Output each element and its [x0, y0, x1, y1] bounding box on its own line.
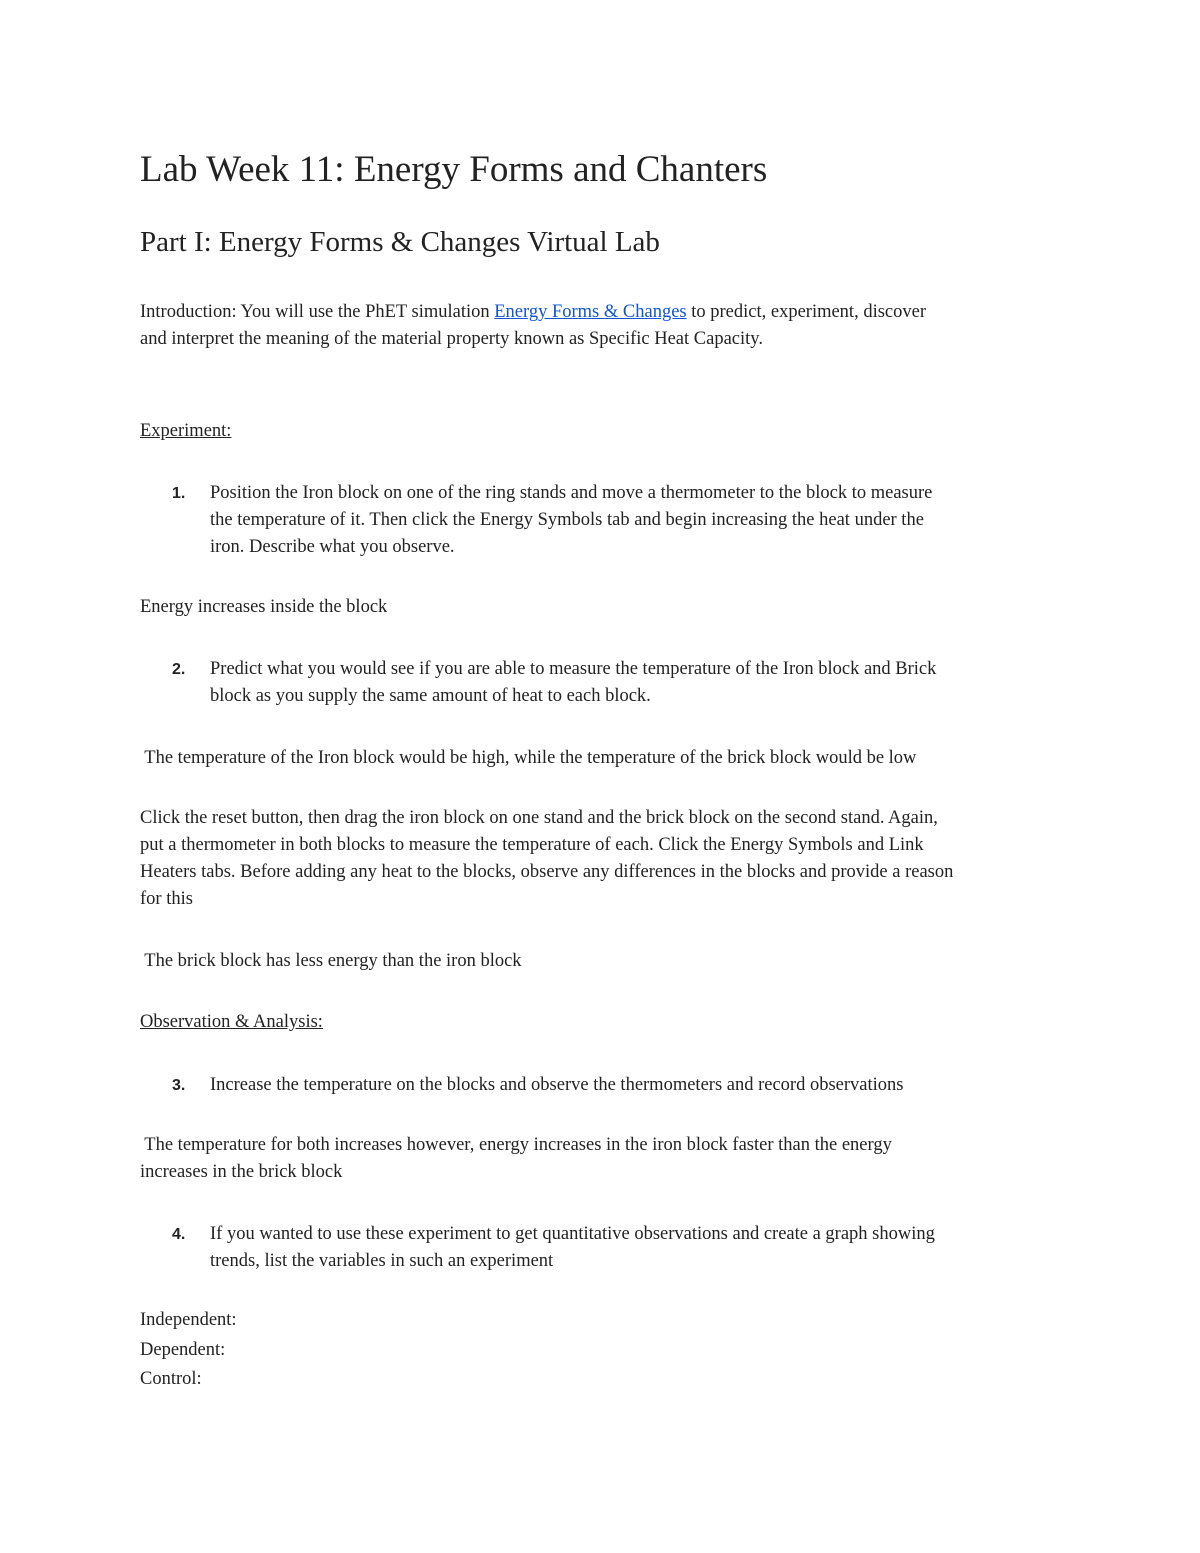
variable-dependent: Dependent:: [140, 1340, 226, 1360]
instructions-line-3: Heaters tabs. Before adding any heat to the blocks, observe any differences in the blocks and provide a reason: [140, 862, 954, 882]
section-subtitle: Part I: Energy Forms & Changes Virtual Lab: [140, 226, 660, 258]
intro-line-2: and interpret the meaning of the material property known as Specific Heat Capacity.: [140, 329, 763, 349]
answer-1: Energy increases inside the block: [140, 597, 388, 617]
question-4-number: 4.: [172, 1226, 186, 1243]
question-2-number: 2.: [172, 661, 186, 678]
phet-simulation-link[interactable]: Energy Forms & Changes: [494, 302, 687, 322]
question-3-line-1: Increase the temperature on the blocks and observe the thermometers and record observations: [210, 1075, 904, 1095]
question-2-line-2: block as you supply the same amount of heat to each block.: [210, 686, 651, 706]
answer-instructions: The brick block has less energy than the iron block: [140, 951, 522, 971]
intro-line-1: [140, 299, 926, 326]
question-1-line-1: Position the Iron block on one of the ring stands and move a thermometer to the block to measure: [210, 483, 933, 503]
intro-prefix: Introduction: You will use the PhET simulation: [140, 302, 495, 322]
question-1-line-2: the temperature of it. Then click the Energy Symbols tab and begin increasing the heat under the: [210, 510, 924, 530]
intro-suffix: to predict, experiment, discover: [686, 302, 926, 322]
answer-2: The temperature of the Iron block would be high, while the temperature of the brick block would be low: [140, 748, 917, 768]
experiment-heading: Experiment:: [140, 421, 232, 441]
question-1-line-3: iron. Describe what you observe.: [210, 537, 455, 557]
document-title: Lab Week 11: Energy Forms and Chanters: [140, 149, 768, 190]
question-4-line-2: trends, list the variables in such an experiment: [210, 1251, 554, 1271]
answer-3-line-1: The temperature for both increases however, energy increases in the iron block faster than the energy: [140, 1135, 892, 1155]
observation-heading: Observation & Analysis:: [140, 1012, 323, 1032]
variable-control: Control:: [140, 1369, 202, 1389]
question-3-number: 3.: [172, 1077, 186, 1094]
instructions-line-2: put a thermometer in both blocks to measure the temperature of each. Click the Energy Symbols and Link: [140, 835, 924, 855]
question-4-line-1: If you wanted to use these experiment to get quantitative observations and create a graph showing: [210, 1224, 935, 1244]
question-2-line-1: Predict what you would see if you are able to measure the temperature of the Iron block and Brick: [210, 659, 937, 679]
answer-3-line-2: increases in the brick block: [140, 1162, 343, 1182]
variable-independent: Independent:: [140, 1310, 237, 1330]
instructions-line-1: Click the reset button, then drag the iron block on one stand and the brick block on the second stand. Again,: [140, 808, 938, 828]
instructions-line-4: for this: [140, 889, 193, 909]
question-1-number: 1.: [172, 485, 186, 502]
